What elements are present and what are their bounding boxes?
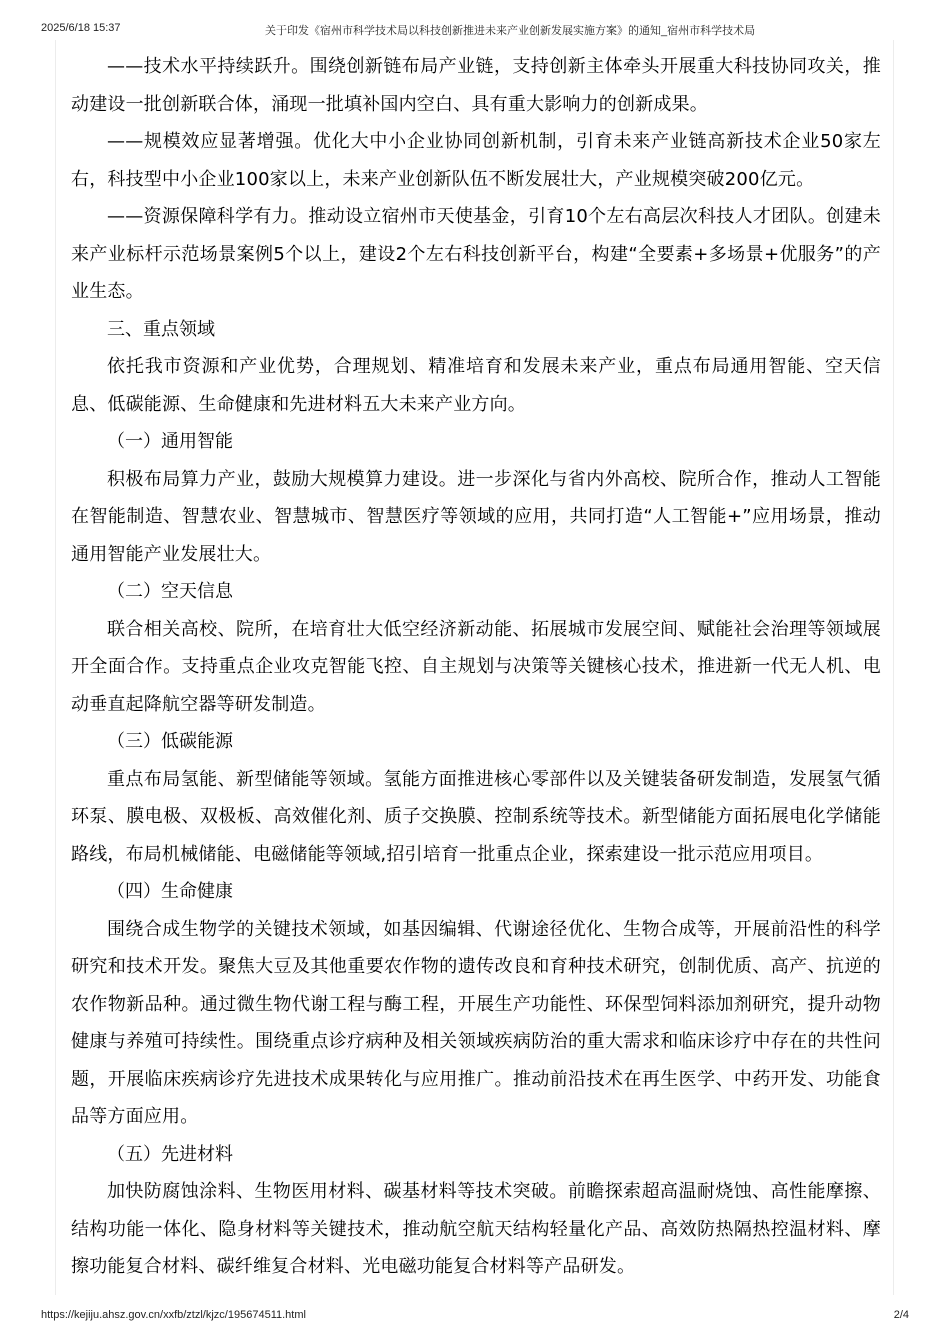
page-border-left bbox=[55, 40, 56, 1295]
area-text-advanced-materials: 加快防腐蚀涂料、生物医用材料、碳基材料等技术突破。前瞻探索超高温耐烧蚀、高性能摩擦、结构功能一体化、隐身材料等关键技术，推动航空航天结构轻量化产品、高效防热隔热控温材料、摩擦功能复合材料、碳纤维复合材料、光电磁功能复合材料等产品研发。 bbox=[71, 1181, 881, 1277]
area-heading-life-health: （四）生命健康 bbox=[107, 881, 233, 902]
print-page-url: https://kejiju.ahsz.gov.cn/xxfb/ztzl/kjzc/195674511.html bbox=[41, 1309, 306, 1321]
area-text-general-intelligence: 积极布局算力产业，鼓励大规模算力建设。进一步深化与省内外高校、院所合作，推动人工智能在智能制造、智慧农业、智慧城市、智慧医疗等领域的应用，共同打造“人工智能+”应用场景，推动通用智能产业发展壮大。 bbox=[71, 468, 881, 565]
goal-paragraph-resources: ——资源保障科学有力。推动设立宿州市天使基金，引育10个左右高层次科技人才团队。创建未来产业标杆示范场景案例5个以上，建设2个左右科技创新平台，构建“全要素+多场景+优服务”的产业生态。 bbox=[71, 206, 881, 302]
page-border-right bbox=[893, 40, 894, 1295]
print-page-number: 2/4 bbox=[893, 1309, 909, 1321]
area-text-life-health: 围绕合成生物学的关键技术领域，如基因编辑、代谢途径优化、生物合成等，开展前沿性的科学研究和技术开发。聚焦大豆及其他重要农作物的遗传改良和育种技术研究，创制优质、高产、抗逆的农作物新品种。通过微生物代谢工程与酶工程，开展生产功能性、环保型饲料添加剂研究，提升动物健康与养殖可持续性。围绕重点诊疗病种及相关领域疾病防治的重大需求和临床诊疗中存在的共性问题，开展临床疾病诊疗先进技术成果转化与应用推广。推动前沿技术在再生医学、中药开发、功能食品等方面应用。 bbox=[71, 918, 881, 1127]
area-heading-general-intelligence: （一）通用智能 bbox=[107, 431, 233, 452]
area-heading-advanced-materials: （五）先进材料 bbox=[107, 1143, 233, 1165]
goal-paragraph-scale: ——规模效应显著增强。优化大中小企业协同创新机制，引育未来产业链高新技术企业50家左右，科技型中小企业100家以上，未来产业创新队伍不断发展壮大，产业规模突破200亿元。 bbox=[71, 131, 881, 190]
print-page-title: 关于印发《宿州市科学技术局以科技创新推进未来产业创新发展实施方案》的通知_宿州市科学技术局 bbox=[265, 25, 756, 37]
print-header bbox=[41, 22, 909, 38]
document-body bbox=[71, 48, 881, 1286]
print-datetime: 2025/6/18 15:37 bbox=[41, 22, 121, 34]
print-footer bbox=[41, 1309, 909, 1325]
area-text-low-carbon-energy: 重点布局氢能、新型储能等领域。氢能方面推进核心零部件以及关键装备研发制造，发展氢气循环泵、膜电极、双极板、高效催化剂、质子交换膜、控制系统等技术。新型储能方面拓展电化学储能路线，布局机械储能、电磁储能等领域,招引培育一批重点企业，探索建设一批示范应用项目。 bbox=[71, 768, 881, 865]
goal-paragraph-tech: ——技术水平持续跃升。围绕创新链布局产业链，支持创新主体牵头开展重大科技协同攻关，推动建设一批创新联合体，涌现一批填补国内空白、具有重大影响力的创新成果。 bbox=[71, 56, 881, 115]
area-text-aerospace-info: 联合相关高校、院所，在培育壮大低空经济新动能、拓展城市发展空间、赋能社会治理等领域展开全面合作。支持重点企业攻克智能飞控、自主规划与决策等关键核心技术，推进新一代无人机、电动垂直起降航空器等研发制造。 bbox=[71, 618, 881, 715]
area-heading-low-carbon-energy: （三）低碳能源 bbox=[107, 731, 233, 752]
section-heading-key-areas: 三、重点领域 bbox=[107, 318, 215, 340]
area-heading-aerospace-info: （二）空天信息 bbox=[107, 581, 233, 602]
section-intro: 依托我市资源和产业优势，合理规划、精准培育和发展未来产业，重点布局通用智能、空天信息、低碳能源、生命健康和先进材料五大未来产业方向。 bbox=[71, 356, 881, 415]
